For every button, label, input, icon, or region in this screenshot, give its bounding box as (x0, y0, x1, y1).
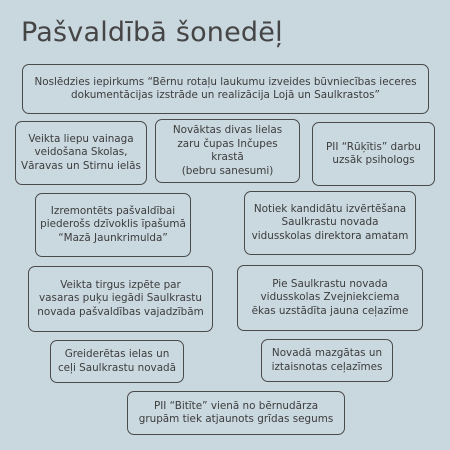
news-item-text: Pie Saulkrastu novada vidusskolas Zvejniekciema ēkas uzstādīta jauna ceļazīme (251, 277, 409, 317)
news-item-branch-piles (155, 119, 300, 183)
news-item-road-signs-washed (261, 339, 393, 382)
page-title: Pašvaldībā šonedēļ (21, 17, 283, 48)
news-item-apartment-renovation (35, 193, 191, 257)
news-item-text: Greiderētas ielas un ceļi Saulkrastu novadā (57, 348, 177, 374)
news-item-text: Notiek kandidātu izvērtēšana Saulkrastu novada vidusskolas direktora amatam (251, 202, 409, 242)
news-item-flower-market-research (28, 266, 213, 332)
news-item-floor-renovation (127, 391, 345, 435)
news-item-text: PII “Rūķītis” darbu uzsāk psihologs (326, 140, 421, 166)
news-item-road-grading (50, 340, 184, 383)
news-item-text: Veikta liepu vainaga veidošana Skolas, Vāravas un Stirnu ielās (21, 132, 141, 172)
news-item-text: PII “Bitīte” vienā no bērnudārza grupām tiek atjaunots grīdas segums (138, 399, 334, 425)
news-item-text: Novadā mazgātas un iztaisnotas ceļazīmes (271, 347, 383, 373)
news-item-text: Veikta tirgus izpēte par vasaras puķu iegādi Saulkrastu novada pašvaldības vajadzībām (37, 278, 204, 318)
news-item-text: Noslēdzies iepirkums “Bērnu rotaļu laukumu izveides būvniecības ieceres dokumentācijas izstrāde un realizācija Lojā un Saulkrastos” (34, 75, 417, 101)
news-item-psychologist (312, 122, 435, 186)
news-item-director-candidates (244, 191, 416, 255)
news-item-linden-pruning (15, 121, 147, 185)
news-item-playground-procurement (22, 64, 429, 114)
news-item-new-road-sign (237, 265, 423, 331)
news-item-text: Novāktas divas lielas zaru čupas Inčupes krastā (bebru sanesumi) (172, 124, 283, 177)
news-item-text: Izremontēts pašvaldībai piederošs dzīvoklis īpašumā “Mazā Jaunkrimulda” (40, 204, 186, 244)
